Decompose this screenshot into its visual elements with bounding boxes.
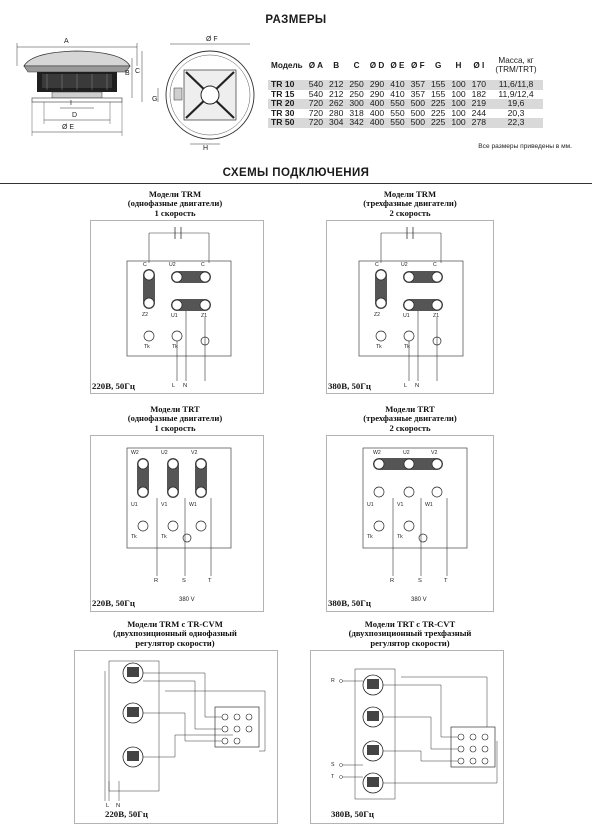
terminal-label: U2 bbox=[401, 262, 408, 268]
table-cell: 550 bbox=[390, 107, 405, 118]
voltage-note: 380 V bbox=[411, 597, 427, 603]
wiring-diagram-4 bbox=[326, 435, 494, 612]
terminal-label: Z2 bbox=[142, 312, 149, 318]
table-cell: 225 bbox=[428, 99, 448, 109]
table-cell: 357 bbox=[408, 80, 428, 90]
table-cell: 500 bbox=[408, 118, 428, 128]
dim-label-g: G bbox=[152, 96, 158, 103]
diagram-title-line: регулятор скорости) bbox=[135, 637, 215, 648]
terminal-label: C bbox=[433, 262, 437, 268]
table-cell: 500 bbox=[408, 99, 428, 109]
dim-label-h: H bbox=[203, 145, 209, 152]
terminal-label: Tk bbox=[144, 344, 150, 350]
table-cell: 11,9/12,4 bbox=[498, 88, 534, 99]
terminal-label: U2 bbox=[169, 262, 176, 268]
terminal-label: U1 bbox=[367, 502, 374, 508]
supply-label: R bbox=[331, 678, 335, 684]
dimensions-title: РАЗМЕРЫ bbox=[265, 14, 327, 26]
terminal-label: W2 bbox=[373, 450, 381, 456]
terminal-label: C bbox=[201, 262, 205, 268]
table-cell: 225 bbox=[428, 118, 448, 128]
table-header: Ø I bbox=[473, 60, 485, 70]
supply-label: T bbox=[444, 578, 448, 584]
terminal-label: Tk bbox=[161, 534, 167, 540]
table-cell: 11,6/11,8 bbox=[489, 80, 543, 90]
terminal-label: Tk bbox=[172, 344, 178, 350]
terminal-label: Tk bbox=[397, 534, 403, 540]
voltage-label: 380В, 50Гц bbox=[328, 381, 371, 391]
terminal-label: U1 bbox=[403, 313, 410, 319]
table-cell: 19,6 bbox=[489, 99, 543, 109]
terminal-label: Tk bbox=[367, 534, 373, 540]
table-cell: 720 bbox=[306, 118, 326, 128]
fan-side-view-drawing bbox=[12, 36, 152, 146]
terminal-label: Z1 bbox=[201, 313, 208, 319]
terminal-label: Z1 bbox=[433, 313, 440, 319]
diagram-1-title bbox=[90, 190, 260, 218]
wiring-diagram-2 bbox=[326, 220, 494, 394]
diagram-4-schematic bbox=[327, 436, 493, 611]
diagram-1-schematic bbox=[91, 221, 263, 393]
diagram-title-line: (однофазные двигатели) bbox=[127, 198, 223, 209]
table-cell: 20,3 bbox=[507, 107, 525, 118]
voltage-label: 220В, 50Гц bbox=[92, 381, 135, 391]
diagram-6-schematic bbox=[311, 651, 503, 823]
table-cell: TR 15 bbox=[271, 88, 295, 99]
diagram-title-line: (двухпозиционный однофазный bbox=[113, 628, 237, 639]
table-cell: 22,3 bbox=[489, 118, 543, 128]
diagram-title-line: 2 скорость bbox=[389, 207, 431, 218]
table-cell: 540 bbox=[308, 88, 324, 99]
table-cell: 219 bbox=[469, 99, 489, 109]
terminal-label: V1 bbox=[161, 502, 168, 508]
diagram-title-line: 2 скорость bbox=[389, 422, 431, 433]
table-cell: 278 bbox=[469, 118, 489, 128]
terminal-label: U1 bbox=[171, 313, 178, 319]
diagram-title-line: Модели TRM bbox=[148, 189, 202, 199]
terminal-label: V2 bbox=[191, 450, 198, 456]
table-header: Ø D bbox=[369, 60, 385, 70]
dim-label-c: C bbox=[135, 68, 141, 75]
table-cell: TR 10 bbox=[268, 80, 306, 90]
voltage-label: 380В, 50Гц bbox=[331, 809, 374, 819]
dimensions-note: Все размеры приведены в мм. bbox=[478, 143, 572, 150]
supply-label: N bbox=[183, 383, 188, 389]
supply-label: T bbox=[208, 578, 212, 584]
diagram-title-line: Модели TRT bbox=[150, 404, 200, 414]
terminal-label: Tk bbox=[376, 344, 382, 350]
fan-top-view-drawing bbox=[150, 40, 265, 152]
dimensions-table bbox=[268, 50, 543, 128]
diagram-title-line: (двухпозиционный трехфазный bbox=[348, 628, 472, 639]
supply-label: L bbox=[404, 383, 408, 389]
diagram-3-title bbox=[90, 405, 260, 433]
table-header: H bbox=[455, 60, 462, 70]
wiring-diagram-1 bbox=[90, 220, 264, 394]
table-cell: 550 bbox=[387, 118, 407, 128]
diagram-title-line: Модели TRM с TR-CVM bbox=[127, 619, 223, 629]
terminal-label: U2 bbox=[403, 450, 410, 456]
diagram-5-title bbox=[80, 620, 270, 648]
table-cell: 100 bbox=[448, 99, 468, 109]
diagram-5-schematic bbox=[75, 651, 277, 823]
voltage-note: 380 V bbox=[179, 597, 195, 603]
dim-label-f: Ø F bbox=[206, 36, 218, 43]
terminal-label: Tk bbox=[404, 344, 410, 350]
diagram-title-line: 1 скорость bbox=[154, 422, 196, 433]
diagram-title-line: регулятор скорости) bbox=[370, 637, 450, 648]
table-cell: 720 bbox=[308, 107, 324, 118]
table-cell: 100 bbox=[448, 80, 468, 90]
table-header: Масса, кг (TRM/TRT) bbox=[495, 56, 537, 74]
section-divider bbox=[0, 183, 592, 184]
diagram-3-schematic bbox=[91, 436, 263, 611]
diagram-title-line: 1 скорость bbox=[154, 207, 196, 218]
table-cell: 212 bbox=[326, 80, 346, 90]
table-cell: 225 bbox=[430, 107, 446, 118]
diagram-2-schematic bbox=[327, 221, 493, 393]
diagram-title-line: Модели TRM bbox=[383, 189, 437, 199]
diagram-6-title bbox=[315, 620, 505, 648]
dim-label-a: A bbox=[64, 38, 69, 45]
wiring-diagram-3 bbox=[90, 435, 264, 612]
terminal-label: W1 bbox=[189, 502, 197, 508]
diagram-title-line: (трехфазные двигатели) bbox=[363, 198, 457, 209]
table-cell: 300 bbox=[346, 99, 366, 109]
supply-label: L bbox=[106, 803, 110, 809]
table-cell: 182 bbox=[471, 88, 487, 99]
voltage-label: 220В, 50Гц bbox=[92, 598, 135, 608]
dim-label-i: I bbox=[70, 100, 72, 107]
wiring-diagram-5 bbox=[74, 650, 278, 824]
table-header-row bbox=[268, 50, 543, 80]
diagram-4-title bbox=[325, 405, 495, 433]
voltage-label: 220В, 50Гц bbox=[105, 809, 148, 819]
table-cell: 400 bbox=[367, 118, 388, 128]
supply-label: R bbox=[154, 578, 159, 584]
table-cell: 262 bbox=[326, 99, 346, 109]
table-cell: 244 bbox=[471, 107, 487, 118]
table-cell: TR 30 bbox=[271, 107, 295, 118]
terminal-label: V2 bbox=[431, 450, 438, 456]
terminal-label: W1 bbox=[425, 502, 433, 508]
table-header: G bbox=[434, 60, 442, 70]
table-cell: 318 bbox=[349, 107, 364, 118]
supply-label: S bbox=[331, 762, 335, 768]
table-header: Модель bbox=[271, 60, 303, 70]
table-header: B bbox=[333, 60, 340, 70]
table-cell: 100 bbox=[451, 107, 466, 118]
terminal-label: W2 bbox=[131, 450, 139, 456]
table-header: Ø E bbox=[390, 60, 405, 70]
supply-label: N bbox=[116, 803, 121, 809]
table-cell: TR 20 bbox=[268, 99, 306, 109]
diagram-title-line: Модели TRT bbox=[385, 404, 435, 414]
terminal-label: Z2 bbox=[374, 312, 381, 318]
table-cell: 540 bbox=[306, 80, 326, 90]
dim-label-e: Ø E bbox=[62, 124, 75, 131]
terminal-label: C bbox=[375, 262, 379, 268]
table-cell: 720 bbox=[306, 99, 326, 109]
diagram-title-line: Модели TRT с TR-CVT bbox=[364, 619, 456, 629]
table-cell: 400 bbox=[369, 107, 385, 118]
terminal-label: U1 bbox=[131, 502, 138, 508]
table-cell: TR 50 bbox=[268, 118, 306, 128]
table-cell: 290 bbox=[367, 80, 388, 90]
supply-label: L bbox=[172, 383, 176, 389]
table-cell: 212 bbox=[329, 88, 344, 99]
table-cell: 250 bbox=[346, 80, 366, 90]
dim-label-d: D bbox=[72, 112, 78, 119]
dim-label-b: B bbox=[125, 70, 130, 77]
table-row bbox=[268, 118, 543, 128]
table-header: Ø F bbox=[410, 60, 425, 70]
diagram-2-title bbox=[325, 190, 495, 218]
table-cell: 357 bbox=[410, 88, 425, 99]
voltage-label: 380В, 50Гц bbox=[328, 598, 371, 608]
terminal-label: C bbox=[143, 262, 147, 268]
table-cell: 342 bbox=[346, 118, 366, 128]
table-cell: 304 bbox=[326, 118, 346, 128]
table-cell: 155 bbox=[428, 80, 448, 90]
supply-label: N bbox=[415, 383, 420, 389]
table-cell: 410 bbox=[390, 88, 405, 99]
table-cell: 170 bbox=[469, 80, 489, 90]
table-cell: 290 bbox=[369, 88, 385, 99]
table-cell: 410 bbox=[387, 80, 407, 90]
terminal-label: U2 bbox=[161, 450, 168, 456]
terminal-label: Tk bbox=[131, 534, 137, 540]
supply-label: S bbox=[418, 578, 422, 584]
diagram-title-line: (трехфазные двигатели) bbox=[363, 413, 457, 424]
table-cell: 550 bbox=[387, 99, 407, 109]
table-cell: 280 bbox=[329, 107, 344, 118]
supply-label: T bbox=[331, 774, 335, 780]
diagram-title-line: (однофазные двигатели) bbox=[127, 413, 223, 424]
wiring-title: СХЕМЫ ПОДКЛЮЧЕНИЯ bbox=[222, 167, 370, 179]
supply-label: R bbox=[390, 578, 395, 584]
table-cell: 400 bbox=[367, 99, 388, 109]
table-cell: 100 bbox=[448, 118, 468, 128]
terminal-label: V1 bbox=[397, 502, 404, 508]
table-cell: 250 bbox=[349, 88, 364, 99]
table-cell: 155 bbox=[430, 88, 446, 99]
table-cell: 500 bbox=[410, 107, 425, 118]
table-cell: 100 bbox=[451, 88, 466, 99]
table-header: C bbox=[353, 60, 360, 70]
wiring-diagram-6 bbox=[310, 650, 504, 824]
table-header: Ø A bbox=[308, 60, 323, 70]
supply-label: S bbox=[182, 578, 186, 584]
